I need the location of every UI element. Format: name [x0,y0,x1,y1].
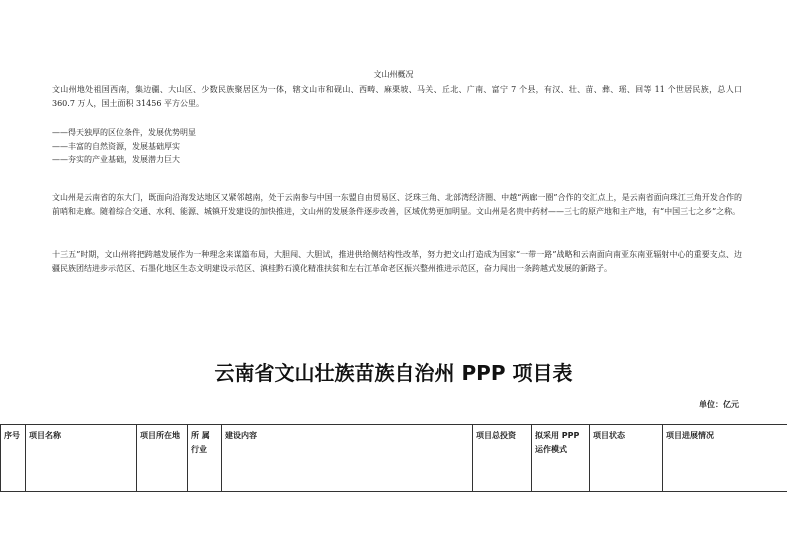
location-paragraph: 文山州是云南省的东大门，既面向沿海发达地区又紧邻越南，处于云南参与中国一东盟自由贸易区、泛珠三角、北部湾经济圈、中越“两廊一圈”合作的交汇点上，是云南省面向珠江三角开发合作的前哨和走廊。随着综合交通、水利、能源、城镇开发建设的加快推进，文山州的发展条件逐步改善，区域优势更加明显。文山州是名贵中药材——三七的原产地和主产地，有“中国三七之乡”之称。 [52,193,742,216]
header-progress: 项目进展情况 [663,425,787,492]
table-header-row [1,425,787,492]
header-project-name: 项目名称 [26,425,137,492]
ppp-project-table [0,424,787,492]
overview-title: 文山州概况 [373,70,414,79]
five-year-plan-paragraph: 十三五”时期，文山州将把跨越发展作为一种理念来谋篇布局，大胆闯、大胆试，推进供给侧结构性改革，努力把文山打造成为国家“一带一路”战略和云南面向南亚东南亚辐射中心的重要支点、边疆民族团结进步示范区、石墨化地区生态文明建设示范区、滇桂黔石漠化精准扶贫和左右江革命老区振兴整州推进示范区，奋力闯出一条跨越式发展的新路子。 [52,250,742,273]
advantage-item: ——得天独厚的区位条件，发展优势明显 [52,128,196,137]
unit-label: 单位：亿元 [699,400,739,409]
header-seq: 序号 [1,425,26,492]
header-content: 建设内容 [222,425,473,492]
advantage-item: ——夯实的产业基础，发展潜力巨大 [52,155,180,164]
header-status: 项目状态 [590,425,663,492]
header-industry: 所 属 行业 [188,425,222,492]
header-location: 项目所在地 [137,425,188,492]
table-title: 云南省文山壮族苗族自治州 PPP 项目表 [214,361,573,385]
advantages-list [52,126,742,167]
intro-paragraph: 文山州地处祖国西南，集边疆、大山区、少数民族聚居区为一体，辖文山市和砚山、西畴、麻栗坡、马关、丘北、广南、富宁 7 个县，有汉、壮、苗、彝、瑶、回等 11 个世居民族，总人口 360.7 万人，国土面积 31456 平方公里。 [52,85,742,108]
advantage-item: ——丰富的自然资源，发展基础厚实 [52,141,180,151]
header-ppp-mode: 拟采用 PPP 运作模式 [532,425,590,492]
header-investment: 项目总投资 [473,425,532,492]
